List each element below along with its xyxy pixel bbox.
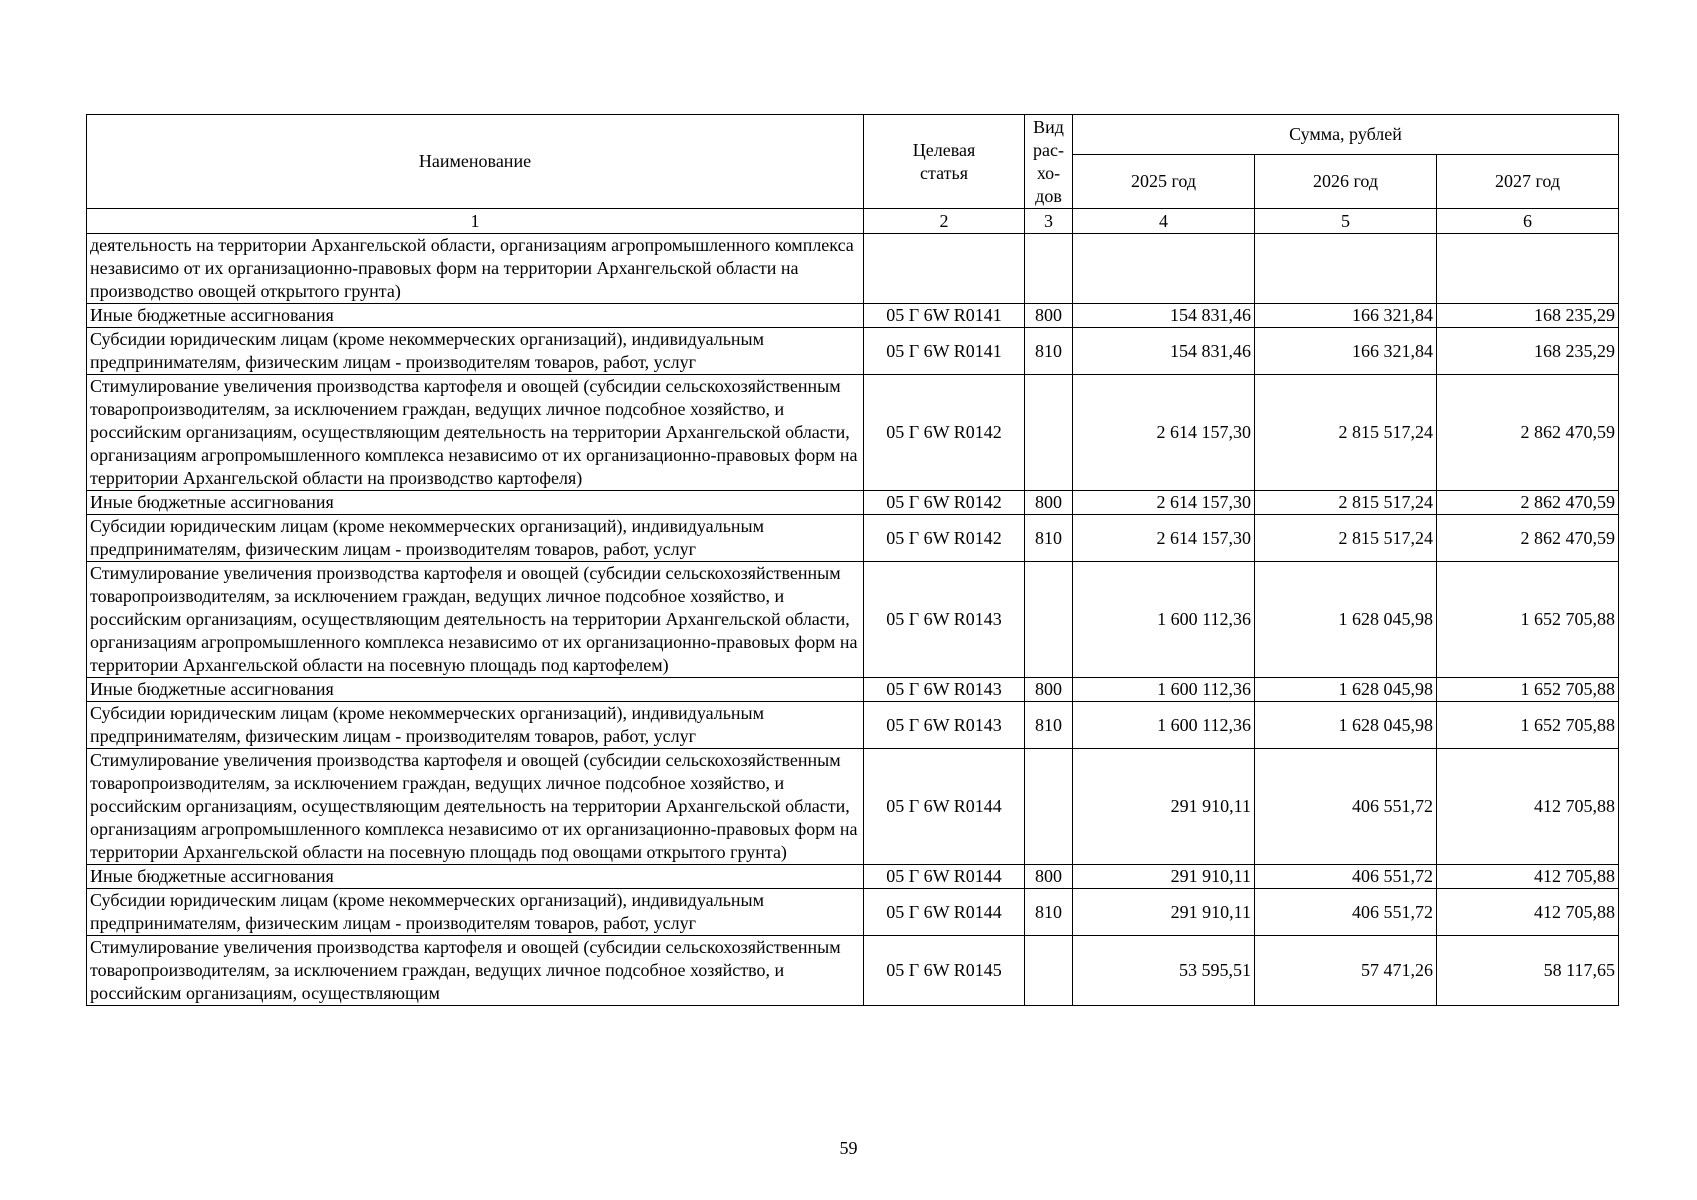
row-name: Субсидии юридическим лицам (кроме некоммерческих организаций), индивидуальным предпринимателям, физическим лицам - производителям товаров, работ, услуг [87, 702, 864, 749]
row-target-article: 05 Г 6W R0141 [864, 304, 1025, 328]
row-amount-2027: 2 862 470,59 [1437, 375, 1619, 491]
row-target-article: 05 Г 6W R0143 [864, 562, 1025, 678]
header-year-2027: 2027 год [1437, 155, 1619, 209]
row-target-article [864, 234, 1025, 304]
row-expense-type [1025, 375, 1073, 491]
row-target-article: 05 Г 6W R0144 [864, 749, 1025, 865]
row-amount-2026: 406 551,72 [1255, 865, 1437, 889]
table-row [87, 491, 1619, 515]
row-amount-2027: 412 705,88 [1437, 889, 1619, 936]
row-name: Стимулирование увеличения производства картофеля и овощей (субсидии сельскохозяйственным товаропроизводителям, за исключением граждан, ведущих личное подсобное хозяйство, и российским организациям, осуществляющим деятельность на территории Архангельской области, организациям агропромышленного комплекса независимо от их организационно-правовых форм на территории Архангельской области на посевную площадь под овощами открытого грунта) [87, 749, 864, 865]
row-amount-2027: 1 652 705,88 [1437, 678, 1619, 702]
row-name: Иные бюджетные ассигнования [87, 865, 864, 889]
row-amount-2026: 2 815 517,24 [1255, 491, 1437, 515]
row-amount-2026: 1 628 045,98 [1255, 562, 1437, 678]
column-number-row [87, 209, 1619, 234]
table-row [87, 865, 1619, 889]
row-target-article: 05 Г 6W R0142 [864, 375, 1025, 491]
table-row [87, 702, 1619, 749]
row-expense-type: 800 [1025, 304, 1073, 328]
row-amount-2025: 2 614 157,30 [1073, 375, 1255, 491]
row-expense-type: 810 [1025, 328, 1073, 375]
row-amount-2026: 1 628 045,98 [1255, 702, 1437, 749]
row-target-article: 05 Г 6W R0142 [864, 491, 1025, 515]
header-name: Наименование [87, 115, 864, 209]
row-expense-type: 800 [1025, 678, 1073, 702]
row-amount-2027: 168 235,29 [1437, 304, 1619, 328]
row-expense-type: 800 [1025, 491, 1073, 515]
row-target-article: 05 Г 6W R0144 [864, 865, 1025, 889]
row-amount-2027: 58 117,65 [1437, 936, 1619, 1006]
header-sum: Сумма, рублей [1073, 115, 1619, 155]
header-expense-type-line: рас- [1033, 139, 1064, 160]
row-amount-2027: 168 235,29 [1437, 328, 1619, 375]
header-year-2026: 2026 год [1255, 155, 1437, 209]
row-name: Субсидии юридическим лицам (кроме некоммерческих организаций), индивидуальным предпринимателям, физическим лицам - производителям товаров, работ, услуг [87, 889, 864, 936]
header-expense-type [1025, 115, 1073, 209]
table-row [87, 328, 1619, 375]
row-amount-2025: 154 831,46 [1073, 304, 1255, 328]
row-name: деятельность на территории Архангельской области, организациям агропромышленного комплекса независимо от их организационно-правовых форм на территории Архангельской области на производство овощей открытого грунта) [87, 234, 864, 304]
row-amount-2027: 2 862 470,59 [1437, 491, 1619, 515]
row-amount-2027 [1437, 234, 1619, 304]
row-expense-type: 810 [1025, 889, 1073, 936]
row-amount-2025: 291 910,11 [1073, 749, 1255, 865]
row-amount-2025: 291 910,11 [1073, 865, 1255, 889]
table-row [87, 375, 1619, 491]
table-row [87, 234, 1619, 304]
row-amount-2026: 2 815 517,24 [1255, 515, 1437, 562]
row-target-article: 05 Г 6W R0144 [864, 889, 1025, 936]
budget-table [86, 114, 1619, 1006]
row-expense-type: 810 [1025, 515, 1073, 562]
table-row [87, 936, 1619, 1006]
header-target-article-text: Целевая статья [912, 139, 976, 183]
row-name: Субсидии юридическим лицам (кроме некоммерческих организаций), индивидуальным предпринимателям, физическим лицам - производителям товаров, работ, услуг [87, 515, 864, 562]
header-expense-type-line: Вид [1033, 116, 1064, 137]
row-amount-2025: 2 614 157,30 [1073, 491, 1255, 515]
column-number: 1 [87, 209, 864, 234]
row-name: Стимулирование увеличения производства картофеля и овощей (субсидии сельскохозяйственным товаропроизводителям, за исключением граждан, ведущих личное подсобное хозяйство, и российским организациям, осуществляющим деятельность на территории Архангельской области, организациям агропромышленного комплекса независимо от их организационно-правовых форм на территории Архангельской области на производство картофеля) [87, 375, 864, 491]
table-row [87, 889, 1619, 936]
row-expense-type [1025, 936, 1073, 1006]
row-amount-2025: 2 614 157,30 [1073, 515, 1255, 562]
row-name: Субсидии юридическим лицам (кроме некоммерческих организаций), индивидуальным предпринимателям, физическим лицам - производителям товаров, работ, услуг [87, 328, 864, 375]
row-amount-2027: 1 652 705,88 [1437, 562, 1619, 678]
column-number: 5 [1255, 209, 1437, 234]
row-amount-2026 [1255, 234, 1437, 304]
page-number: 59 [839, 1138, 858, 1158]
row-amount-2025: 1 600 112,36 [1073, 562, 1255, 678]
table-row [87, 749, 1619, 865]
row-expense-type: 800 [1025, 865, 1073, 889]
row-target-article: 05 Г 6W R0145 [864, 936, 1025, 1006]
row-target-article: 05 Г 6W R0141 [864, 328, 1025, 375]
table-row [87, 562, 1619, 678]
row-amount-2025: 291 910,11 [1073, 889, 1255, 936]
row-amount-2025: 53 595,51 [1073, 936, 1255, 1006]
row-amount-2026: 406 551,72 [1255, 889, 1437, 936]
row-expense-type: 810 [1025, 702, 1073, 749]
table-header [87, 115, 1619, 234]
row-amount-2025: 1 600 112,36 [1073, 702, 1255, 749]
row-target-article: 05 Г 6W R0143 [864, 678, 1025, 702]
row-amount-2026: 166 321,84 [1255, 328, 1437, 375]
column-number: 4 [1073, 209, 1255, 234]
row-amount-2026: 57 471,26 [1255, 936, 1437, 1006]
row-expense-type [1025, 749, 1073, 865]
row-name: Иные бюджетные ассигнования [87, 678, 864, 702]
row-amount-2025: 1 600 112,36 [1073, 678, 1255, 702]
row-expense-type [1025, 234, 1073, 304]
header-target-article [864, 115, 1025, 209]
row-amount-2027: 1 652 705,88 [1437, 702, 1619, 749]
row-amount-2027: 412 705,88 [1437, 749, 1619, 865]
column-number: 2 [864, 209, 1025, 234]
row-amount-2025 [1073, 234, 1255, 304]
row-amount-2026: 2 815 517,24 [1255, 375, 1437, 491]
row-amount-2027: 412 705,88 [1437, 865, 1619, 889]
header-expense-type-line: хо- [1036, 162, 1061, 183]
column-number: 6 [1437, 209, 1619, 234]
row-amount-2025: 154 831,46 [1073, 328, 1255, 375]
table-body [87, 234, 1619, 1006]
row-target-article: 05 Г 6W R0143 [864, 702, 1025, 749]
row-amount-2026: 406 551,72 [1255, 749, 1437, 865]
row-target-article: 05 Г 6W R0142 [864, 515, 1025, 562]
row-name: Стимулирование увеличения производства картофеля и овощей (субсидии сельскохозяйственным товаропроизводителям, за исключением граждан, ведущих личное подсобное хозяйство, и российским организациям, осуществляющим [87, 936, 864, 1006]
row-expense-type [1025, 562, 1073, 678]
row-amount-2026: 1 628 045,98 [1255, 678, 1437, 702]
row-name: Иные бюджетные ассигнования [87, 304, 864, 328]
table-row [87, 515, 1619, 562]
row-name: Стимулирование увеличения производства картофеля и овощей (субсидии сельскохозяйственным товаропроизводителям, за исключением граждан, ведущих личное подсобное хозяйство, и российским организациям, осуществляющим деятельность на территории Архангельской области, организациям агропромышленного комплекса независимо от их организационно-правовых форм на территории Архангельской области на посевную площадь под картофелем) [87, 562, 864, 678]
column-number: 3 [1025, 209, 1073, 234]
table-row [87, 304, 1619, 328]
row-amount-2027: 2 862 470,59 [1437, 515, 1619, 562]
header-year-2025: 2025 год [1073, 155, 1255, 209]
row-name: Иные бюджетные ассигнования [87, 491, 864, 515]
header-expense-type-line: дов [1035, 185, 1062, 206]
table-row [87, 678, 1619, 702]
row-amount-2026: 166 321,84 [1255, 304, 1437, 328]
